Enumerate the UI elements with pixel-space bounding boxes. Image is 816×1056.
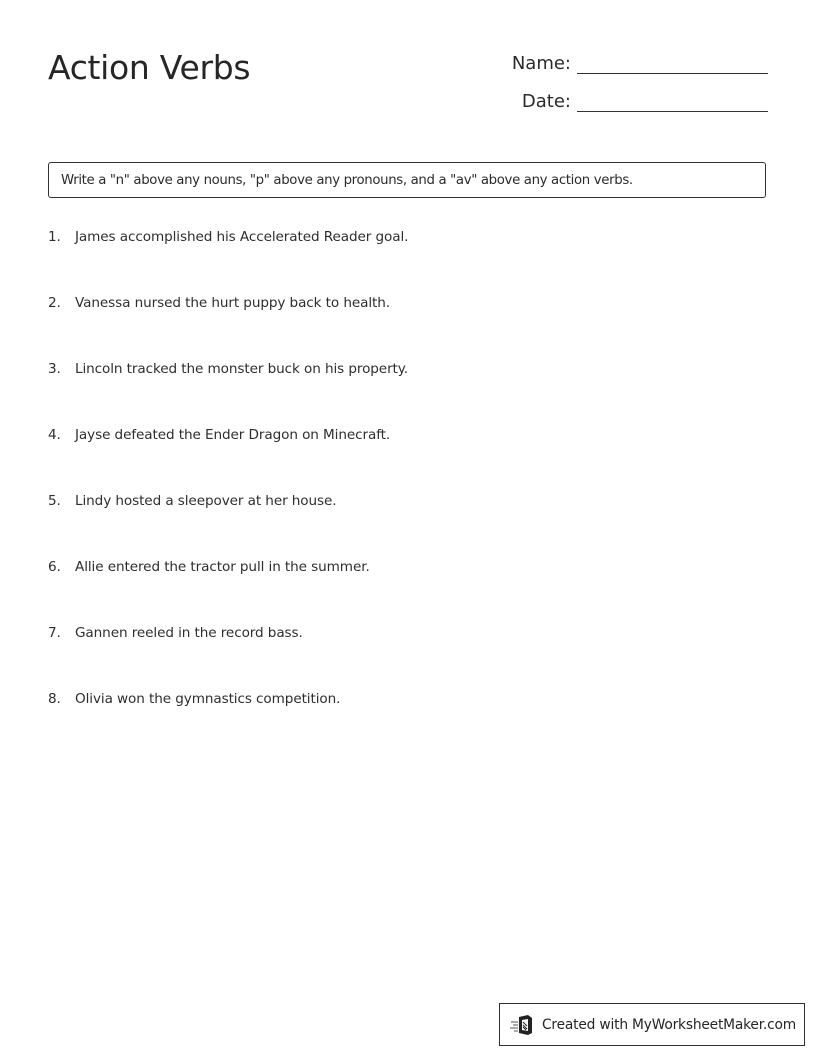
question-item	[48, 690, 408, 756]
question-text: Olivia won the gymnastics competition.	[75, 691, 341, 707]
question-item	[48, 294, 408, 360]
question-number: 1.	[48, 229, 61, 245]
date-field	[501, 91, 768, 113]
question-item	[48, 558, 408, 624]
date-label: Date:	[521, 91, 571, 112]
question-list	[48, 228, 408, 756]
question-text: Lindy hosted a sleepover at her house.	[75, 493, 337, 509]
date-blank-line	[577, 111, 768, 112]
name-field	[501, 53, 768, 75]
question-number: 6.	[48, 559, 61, 575]
instructions-box	[48, 162, 766, 198]
question-number: 3.	[48, 361, 61, 377]
question-item	[48, 426, 408, 492]
page-title: Action Verbs	[48, 48, 251, 87]
created-with-badge[interactable]	[499, 1003, 805, 1046]
question-text: Vanessa nursed the hurt puppy back to health.	[75, 295, 390, 311]
question-number: 7.	[48, 625, 61, 641]
question-number: 8.	[48, 691, 61, 707]
question-text: Jayse defeated the Ender Dragon on Minecraft.	[75, 427, 391, 443]
question-number: 5.	[48, 493, 61, 509]
created-with-text: Created with MyWorksheetMaker.com	[542, 1016, 796, 1033]
question-text: Allie entered the tractor pull in the summer.	[75, 559, 370, 575]
question-number: 4.	[48, 427, 61, 443]
question-number: 2.	[48, 295, 61, 311]
question-item	[48, 360, 408, 426]
name-label: Name:	[511, 53, 571, 74]
question-item	[48, 624, 408, 690]
question-text: Lincoln tracked the monster buck on his property.	[75, 361, 409, 377]
question-item	[48, 228, 408, 294]
worksheet-logo-icon	[510, 1014, 534, 1036]
question-item	[48, 492, 408, 558]
name-blank-line	[577, 73, 768, 74]
instructions-text: Write a "n" above any nouns, "p" above any pronouns, and a "av" above any action verbs.	[61, 172, 633, 188]
question-text: Gannen reeled in the record bass.	[75, 625, 303, 641]
question-text: James accomplished his Accelerated Reader goal.	[75, 229, 409, 245]
